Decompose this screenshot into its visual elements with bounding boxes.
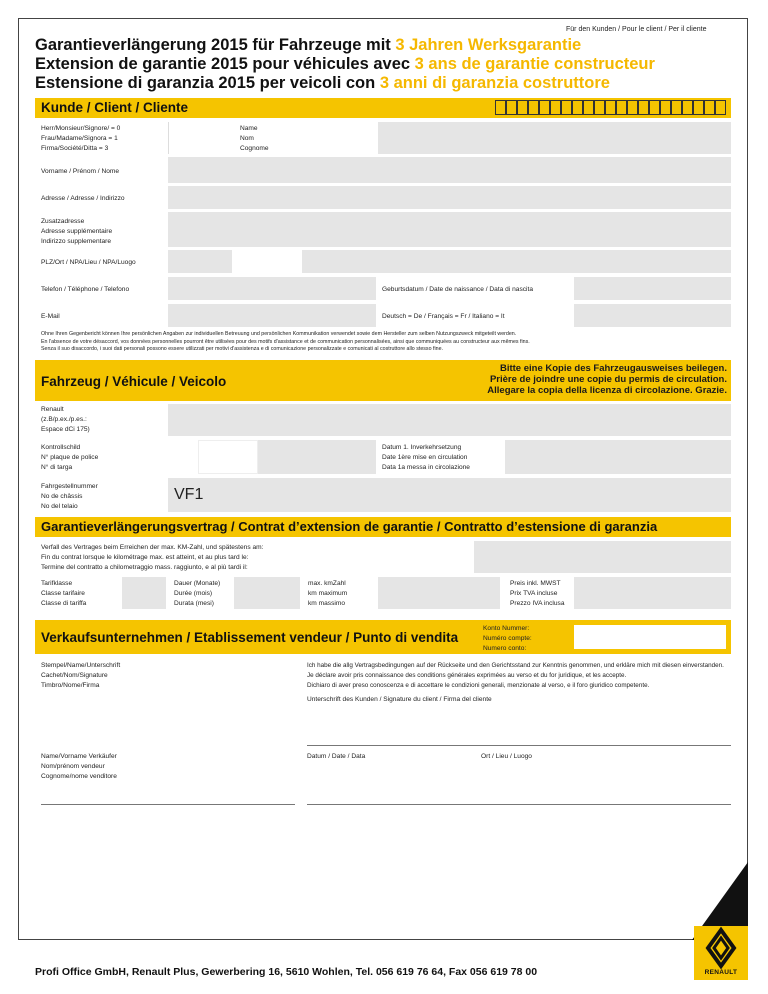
terms-declaration: Ich habe die allg Vertragsbedingungen auf der Rückseite und den Gerichtsstand zur Kenntnis genommen, und erkläre mich mit diesen einverstanden. Je déclare avoir pris connaissance des conditions générales exprimées au verso et du for juridique, et les accepte. Dichiaro di aver preso conoscenza e di accettare le condizioni generali, menzionate al verso, e il foro giuridico competente. bbox=[307, 662, 724, 689]
audience-note: Für den Kunden / Pour le client / Per il cliente bbox=[566, 26, 707, 33]
max-km-field[interactable] bbox=[378, 577, 500, 609]
address-label: Adresse / Adresse / Indirizzo bbox=[41, 195, 125, 202]
salutation-field[interactable] bbox=[168, 122, 233, 154]
city-field[interactable] bbox=[302, 250, 731, 273]
account-field[interactable] bbox=[574, 625, 726, 649]
plate-field-extension[interactable] bbox=[258, 440, 376, 474]
plate-field[interactable] bbox=[198, 440, 258, 474]
phone-field[interactable] bbox=[168, 277, 376, 300]
language-label: Deutsch = De / Français = Fr / Italiano = It bbox=[382, 313, 505, 320]
address-extra-label: Zusatzadresse Adresse supplémentaire Indirizzo supplementare bbox=[41, 218, 113, 245]
footer-address: Profi Office GmbH, Renault Plus, Gewerbering 16, 5610 Wohlen, Tel. 056 619 76 64, Fax 056 619 78 00 bbox=[35, 966, 538, 978]
tariff-field[interactable] bbox=[122, 577, 166, 609]
date-label: Datum / Date / Data bbox=[307, 753, 366, 760]
tariff-label: Tarifklasse Classe tarifaire Classe di tariffa bbox=[41, 580, 87, 607]
title-it: Estensione di garanzia 2015 per veicoli con 3 anni di garanzia costruttore bbox=[35, 74, 610, 92]
plate-label: Kontrollschild N° plaque de police N° di targa bbox=[41, 444, 99, 471]
birthdate-field[interactable] bbox=[574, 277, 731, 300]
title-de: Garantieverlängerung 2015 für Fahrzeuge mit 3 Jahren Werksgarantie bbox=[35, 36, 582, 54]
firstname-label: Vorname / Prénom / Nome bbox=[41, 168, 120, 175]
price-field[interactable] bbox=[574, 577, 731, 609]
firstname-field[interactable] bbox=[168, 157, 731, 183]
duration-label: Dauer (Monate) Durée (mois) Durata (mesi) bbox=[174, 580, 221, 607]
renault-logo bbox=[694, 926, 748, 980]
contract-end-label: Verfall des Vertrages beim Erreichen der max. KM-Zahl, und spätestens am: Fin du contrat lorsque le kilométrage max. est atteint, et au plus tard le: Termine del contratto a chilometraggio mass. raggiunto, e al più tardi il: bbox=[41, 544, 264, 571]
salutation-label: Herr/Monsieur/Signore/ = 0 Frau/Madame/Signora = 1 Firma/Société/Ditta = 3 bbox=[41, 125, 121, 152]
logo-wordmark: RENAULT bbox=[704, 969, 738, 976]
renault-diamond-icon bbox=[694, 926, 748, 970]
vehicle-header: Fahrzeug / Véhicule / Veicolo bbox=[41, 374, 227, 389]
first-registration-label: Datum 1. Inverkehrsetzung Date 1ère mise en circulation Data 1a messa in circolazione bbox=[382, 444, 470, 471]
phone-label: Telefon / Téléphone / Telefono bbox=[41, 286, 130, 293]
vin-prefix: VF1 bbox=[174, 486, 204, 503]
privacy-notice: Ohne Ihren Gegenbericht können Ihre persönlichen Angaben zur individuellen Betreuung und persönlichen Kommunikation verwendet sowie dem Hersteller zum selben Nutzungszweck mitgeteilt werden. En l'absence de votre désaccord, vos données personnelles pourront être utilisées pour des motifs d'assistance et de communication personnalisées, ainsi que communiquées au constructeur aux mêmes fins. Senza il suo disaccordo, i suoi dati personali possono essere utilizzati per motivi d'assistenza e di comunicazione personalizzate e comunicati al costruttore allo stesso fine. bbox=[41, 331, 530, 352]
vin-field[interactable] bbox=[168, 478, 731, 512]
dealer-header-bar bbox=[35, 620, 731, 654]
email-field[interactable] bbox=[168, 304, 376, 327]
address-extra-field[interactable] bbox=[168, 212, 731, 247]
place-label: Ort / Lieu / Luogo bbox=[481, 753, 532, 760]
zip-field[interactable] bbox=[168, 250, 232, 273]
customer-signature-label: Unterschrift des Kunden / Signature du client / Firma del cliente bbox=[307, 696, 492, 703]
title-fr: Extension de garantie 2015 pour véhicules avec 3 ans de garantie constructeur bbox=[35, 55, 655, 73]
registration-copy-note: Bitte eine Kopie des Fahrzeugausweises beilegen. Prière de joindre une copie du permis de circulation. Allegare la copia della licenza di circolazione. Grazie. bbox=[487, 363, 727, 396]
contract-header-bar bbox=[35, 517, 731, 537]
customer-signature-line[interactable] bbox=[307, 745, 731, 746]
price-label: Preis inkl. MWST Prix TVA incluse Prezzo IVA inclusa bbox=[510, 580, 565, 607]
vin-label: Fahrgestellnummer No de châssis No del telaio bbox=[41, 483, 98, 510]
model-field[interactable] bbox=[168, 404, 731, 436]
zip-city-label: PLZ/Ort / NPA/Lieu / NPA/Luogo bbox=[41, 259, 136, 266]
name-field[interactable] bbox=[378, 122, 731, 154]
contract-end-field[interactable] bbox=[474, 541, 731, 573]
name-label: Name Nom Cognome bbox=[240, 125, 269, 152]
customer-header-bar bbox=[35, 98, 731, 118]
duration-field[interactable] bbox=[234, 577, 300, 609]
stamp-label: Stempel/Name/Unterschrift Cachet/Nom/Signature Timbro/Nome/Firma bbox=[41, 662, 121, 689]
customer-header: Kunde / Client / Cliente bbox=[41, 100, 189, 115]
model-label: Renault (z.B/p.ex./p.es.: Espace dCi 175) bbox=[41, 406, 90, 433]
max-km-label: max. kmZahl km maximum km massimo bbox=[308, 580, 348, 607]
seller-signature-line[interactable] bbox=[41, 804, 295, 805]
language-field[interactable] bbox=[574, 304, 731, 327]
contract-header: Garantieverlängerungsvertrag / Contrat d’extension de garantie / Contratto d’estensione di garanzia bbox=[41, 519, 658, 534]
email-label: E-Mail bbox=[41, 313, 60, 320]
seller-label: Name/Vorname Verkäufer Nom/prénom vendeur Cognome/nome venditore bbox=[41, 753, 117, 780]
date-place-line[interactable] bbox=[307, 804, 731, 805]
address-field[interactable] bbox=[168, 186, 731, 209]
account-label: Konto Nummer: Numéro compte: Numero conto: bbox=[483, 625, 532, 652]
first-registration-field[interactable] bbox=[505, 440, 731, 474]
dealer-header: Verkaufsunternehmen / Etablissement vendeur / Punto di vendita bbox=[41, 630, 459, 645]
vehicle-header-bar bbox=[35, 360, 731, 401]
birthdate-label: Geburtsdatum / Date de naissance / Data di nascita bbox=[382, 286, 534, 293]
